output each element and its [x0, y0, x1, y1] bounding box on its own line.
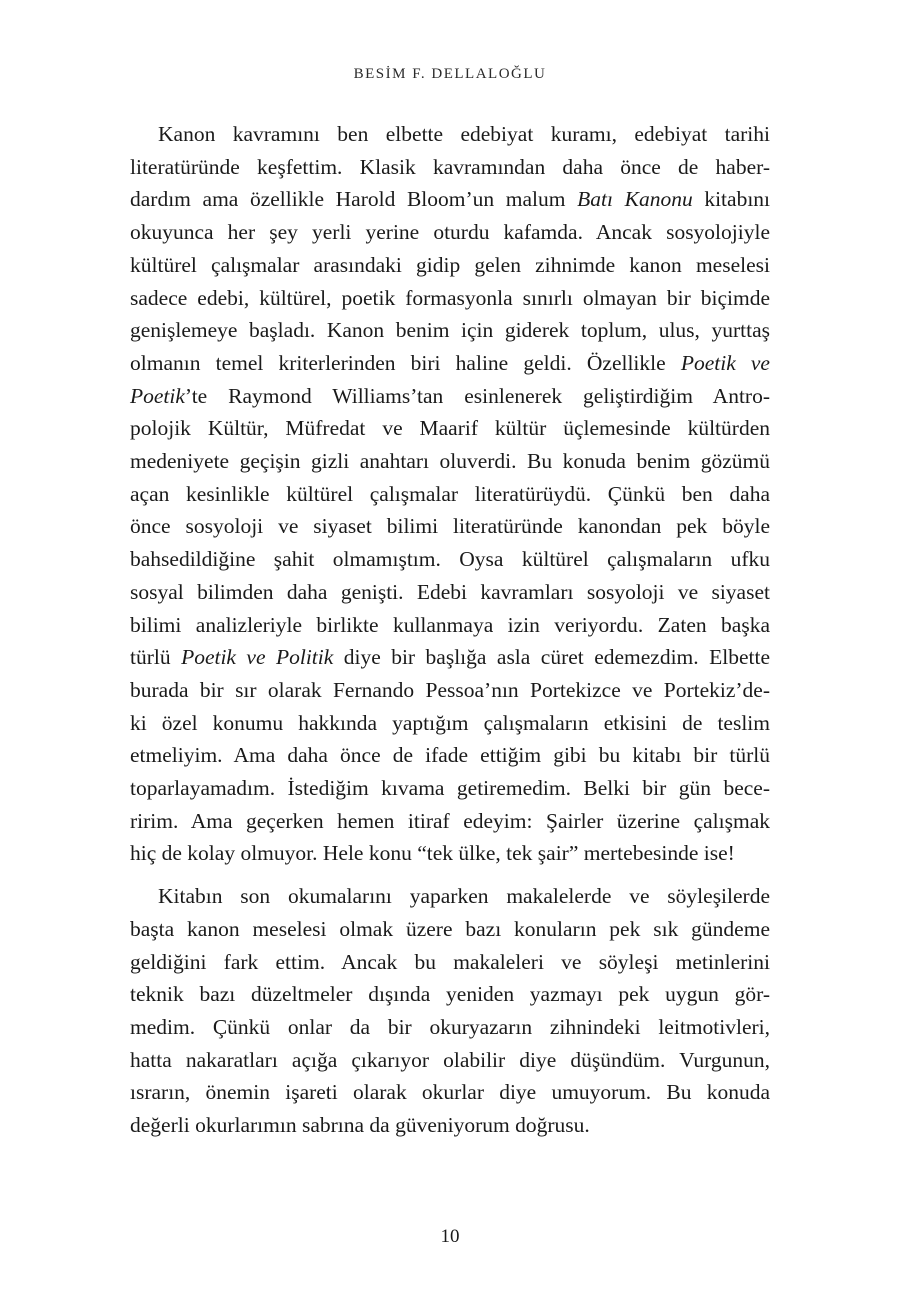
text-line [130, 118, 770, 151]
text-run: bahsedildiğine şahit olmamıştım. Oysa kültürel çalışmaların ufku [130, 547, 770, 572]
text-line [130, 674, 770, 707]
text-line [130, 1109, 770, 1142]
text-line [130, 707, 770, 740]
text-run: önce sosyoloji ve siyaset bilimi literatüründe kanondan pek böyle [130, 514, 770, 539]
text-line [130, 249, 770, 282]
text-run: kültürel çalışmalar arasındaki gidip gelen zihnimde kanon meselesi [130, 252, 770, 277]
text-run: ririm. Ama geçerken hemen itiraf edeyim: Şairler üzerine çalışmak [130, 808, 770, 833]
text-line [130, 576, 770, 609]
paragraph-1 [130, 118, 770, 870]
text-line [130, 347, 770, 380]
text-line [130, 609, 770, 642]
text-run: başta kanon meselesi olmak üzere bazı konuların pek sık gündeme [130, 916, 770, 941]
text-run: geldiğini fark ettim. Ancak bu makaleleri ve söyleşi metinlerini [130, 949, 770, 974]
text-line [130, 543, 770, 576]
text-line [130, 805, 770, 838]
text-run: açan kesinlikle kültürel çalışmalar literatürüydü. Çünkü ben daha [130, 481, 770, 506]
text-run: dardım ama özellikle Harold Bloom’un malum [130, 187, 578, 212]
text-run: ki özel konumu hakkında yaptığım çalışmaların etkisini de teslim [130, 710, 770, 735]
text-line [130, 880, 770, 913]
text-line [130, 1011, 770, 1044]
text-run: polojik Kültür, Müfredat ve Maarif kültür üçlemesinde kültürden [130, 416, 770, 441]
text-line [130, 183, 770, 216]
text-line [130, 946, 770, 979]
text-run: literatüründe keşfettim. Klasik kavramından daha önce de haber- [130, 154, 770, 179]
text-run: değerli okurlarımın sabrına da güveniyorum doğrusu. [130, 1113, 590, 1138]
body-text [130, 118, 770, 1142]
running-head: BESİM F. DELLALOĞLU [353, 66, 547, 82]
text-run: ’te Raymond Williams’tan esinlenerek geliştirdiğim Antro- [184, 383, 770, 408]
text-run: hiç de kolay olmuyor. Hele konu “tek ülke, tek şair” mertebesinde ise! [130, 841, 735, 866]
text-run: türlü [130, 645, 182, 670]
text-line [130, 1044, 770, 1077]
paragraph-2 [130, 880, 770, 1142]
text-run: toparlayamadım. İstediğim kıvama getiremedim. Belki bir gün bece- [130, 776, 770, 801]
text-run: okuyunca her şey yerli yerine oturdu kafamda. Ancak sosyolojiyle [130, 220, 770, 245]
text-line [130, 282, 770, 315]
text-line [130, 314, 770, 347]
text-run: medim. Çünkü onlar da bir okuryazarın zihnindeki leitmotivleri, [130, 1014, 770, 1039]
text-run: burada bir sır olarak Fernando Pessoa’nın Portekizce ve Portekiz’de- [130, 677, 770, 702]
text-run: sadece edebi, kültürel, poetik formasyonla sınırlı olmayan bir biçimde [130, 285, 770, 310]
italic-title: Poetik ve Politik [181, 645, 334, 670]
page-number: 10 [440, 1226, 460, 1247]
text-line [130, 739, 770, 772]
text-line [130, 641, 770, 674]
text-line [130, 1076, 770, 1109]
text-line [130, 478, 770, 511]
text-run: Kanon kavramını ben elbette edebiyat kuramı, edebiyat tarihi [158, 122, 770, 146]
text-line [130, 772, 770, 805]
text-run: kitabını [692, 187, 771, 212]
text-run: bilimi analizleriyle birlikte kullanmaya izin veriyordu. Zaten başka [130, 612, 770, 637]
text-line [130, 445, 770, 478]
text-run: olmanın temel kriterlerinden biri haline geldi. Özellikle [130, 350, 681, 375]
text-line [130, 412, 770, 445]
text-run: hatta nakaratları açığa çıkarıyor olabilir diye düşündüm. Vurgunun, [130, 1047, 770, 1072]
text-run: diye bir başlığa asla cüret edemezdim. Elbette [333, 645, 770, 670]
text-line [130, 151, 770, 184]
text-run: sosyal bilimden daha genişti. Edebi kavramları sosyoloji ve siyaset [130, 579, 770, 604]
text-line [130, 380, 770, 413]
text-line [130, 216, 770, 249]
text-line [130, 510, 770, 543]
text-run: genişlemeye başladı. Kanon benim için giderek toplum, ulus, yurttaş [130, 318, 770, 343]
text-line [130, 913, 770, 946]
text-run: medeniyete geçişin gizli anahtarı oluverdi. Bu konuda benim gözümü [130, 449, 770, 474]
text-line [130, 978, 770, 1011]
italic-title: Batı Kanonu [577, 187, 693, 212]
italic-title: Poetik [130, 383, 185, 408]
text-line [130, 837, 770, 870]
text-run: etmeliyim. Ama daha önce de ifade ettiğim gibi bu kitabı bir türlü [130, 743, 770, 768]
text-run: ısrarın, önemin işareti olarak okurlar diye umuyorum. Bu konuda [130, 1080, 770, 1105]
text-run: Kitabın son okumalarını yaparken makalelerde ve söyleşilerde [158, 884, 770, 909]
text-run: teknik bazı düzeltmeler dışında yeniden yazmayı pek uygun gör- [130, 982, 770, 1007]
italic-title: Poetik ve [680, 350, 770, 375]
